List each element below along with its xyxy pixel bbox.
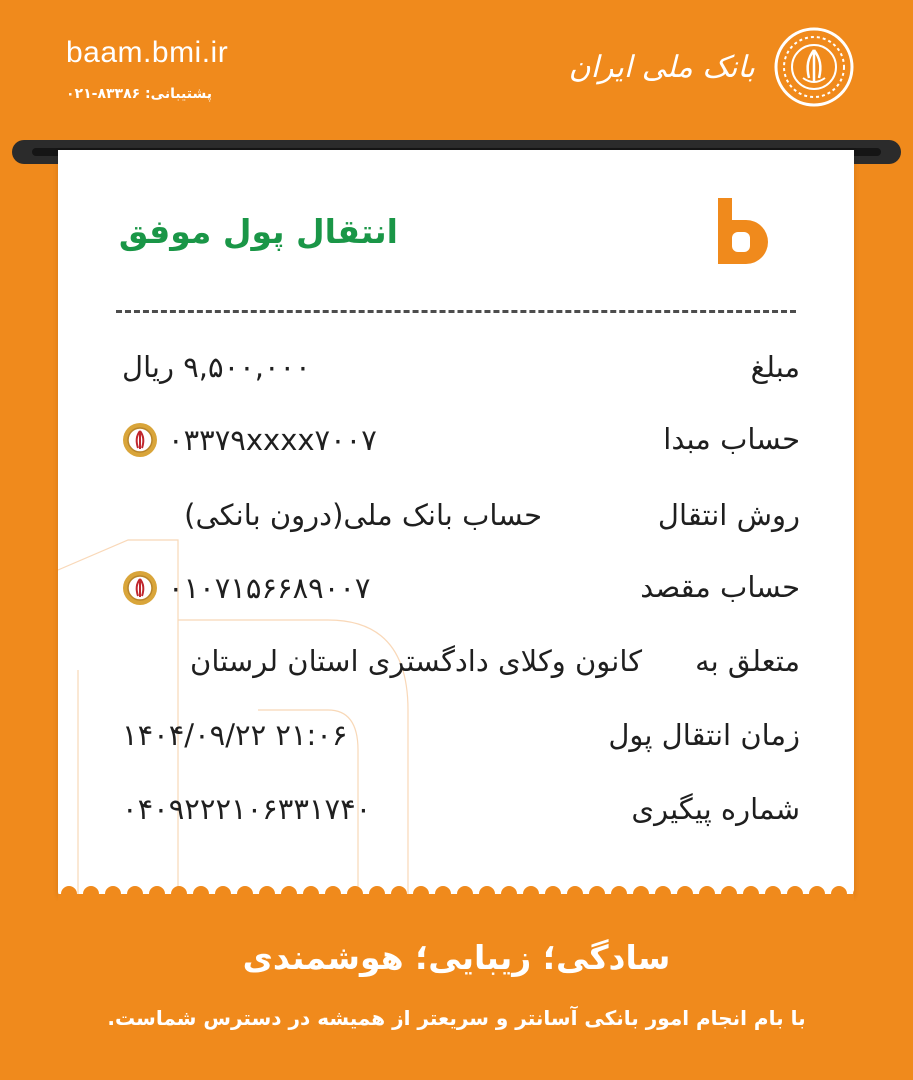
amount-value: ۹,۵۰۰,۰۰۰ ریال xyxy=(122,350,311,384)
tracking-row xyxy=(122,792,800,842)
bank-coin-icon xyxy=(122,570,158,606)
baam-logo-icon xyxy=(712,196,772,272)
support-phone: پشتیبانی: ۸۳۳۸۶-۰۲۱ xyxy=(66,86,212,102)
owner-row xyxy=(122,644,800,694)
dest-label: حساب مقصد xyxy=(640,570,800,604)
owner-value: کانون وکلای دادگستری استان لرستان xyxy=(190,644,642,678)
divider xyxy=(116,310,796,313)
receipt-edge xyxy=(58,880,854,904)
bank-coin-icon xyxy=(122,422,158,458)
tracking-label: شماره پیگیری xyxy=(631,792,800,826)
source-account xyxy=(122,422,377,458)
time-row xyxy=(122,718,800,768)
site-url[interactable]: baam.bmi.ir xyxy=(66,36,229,69)
bank-emblem-icon xyxy=(773,26,855,108)
bank-name: بانک ملی ایران xyxy=(568,49,755,85)
dest-account xyxy=(122,570,371,606)
amount-label: مبلغ xyxy=(750,350,800,384)
owner-label: متعلق به xyxy=(695,644,800,678)
footer-tagline: با بام انجام امور بانکی آسانتر و سریعتر از همیشه در دسترس شماست. xyxy=(107,1006,806,1030)
amount-row xyxy=(122,350,800,400)
source-label: حساب مبدا xyxy=(663,422,800,456)
tracking-value: ۰۴۰۹۲۲۲۱۰۶۳۳۱۷۴۰ xyxy=(122,792,372,826)
time-value: ۱۴۰۴/۰۹/۲۲ ۲۱:۰۶ xyxy=(122,718,348,752)
method-label: روش انتقال xyxy=(657,498,800,532)
method-row xyxy=(122,498,800,548)
source-value: ۰۳۳۷۹xxxx۷۰۰۷ xyxy=(168,423,377,457)
time-label: زمان انتقال پول xyxy=(608,718,800,752)
source-row xyxy=(122,422,800,472)
dest-row xyxy=(122,570,800,620)
dest-value: ۰۱۰۷۱۵۶۶۸۹۰۰۷ xyxy=(168,571,371,605)
method-value: حساب بانک ملی(درون بانکی) xyxy=(184,498,542,532)
receipt-card xyxy=(58,150,854,896)
receipt-title: انتقال پول موفق xyxy=(118,212,398,251)
footer-slogan: سادگی؛ زیبایی؛ هوشمندی xyxy=(242,938,671,977)
bank-brand xyxy=(569,26,855,108)
